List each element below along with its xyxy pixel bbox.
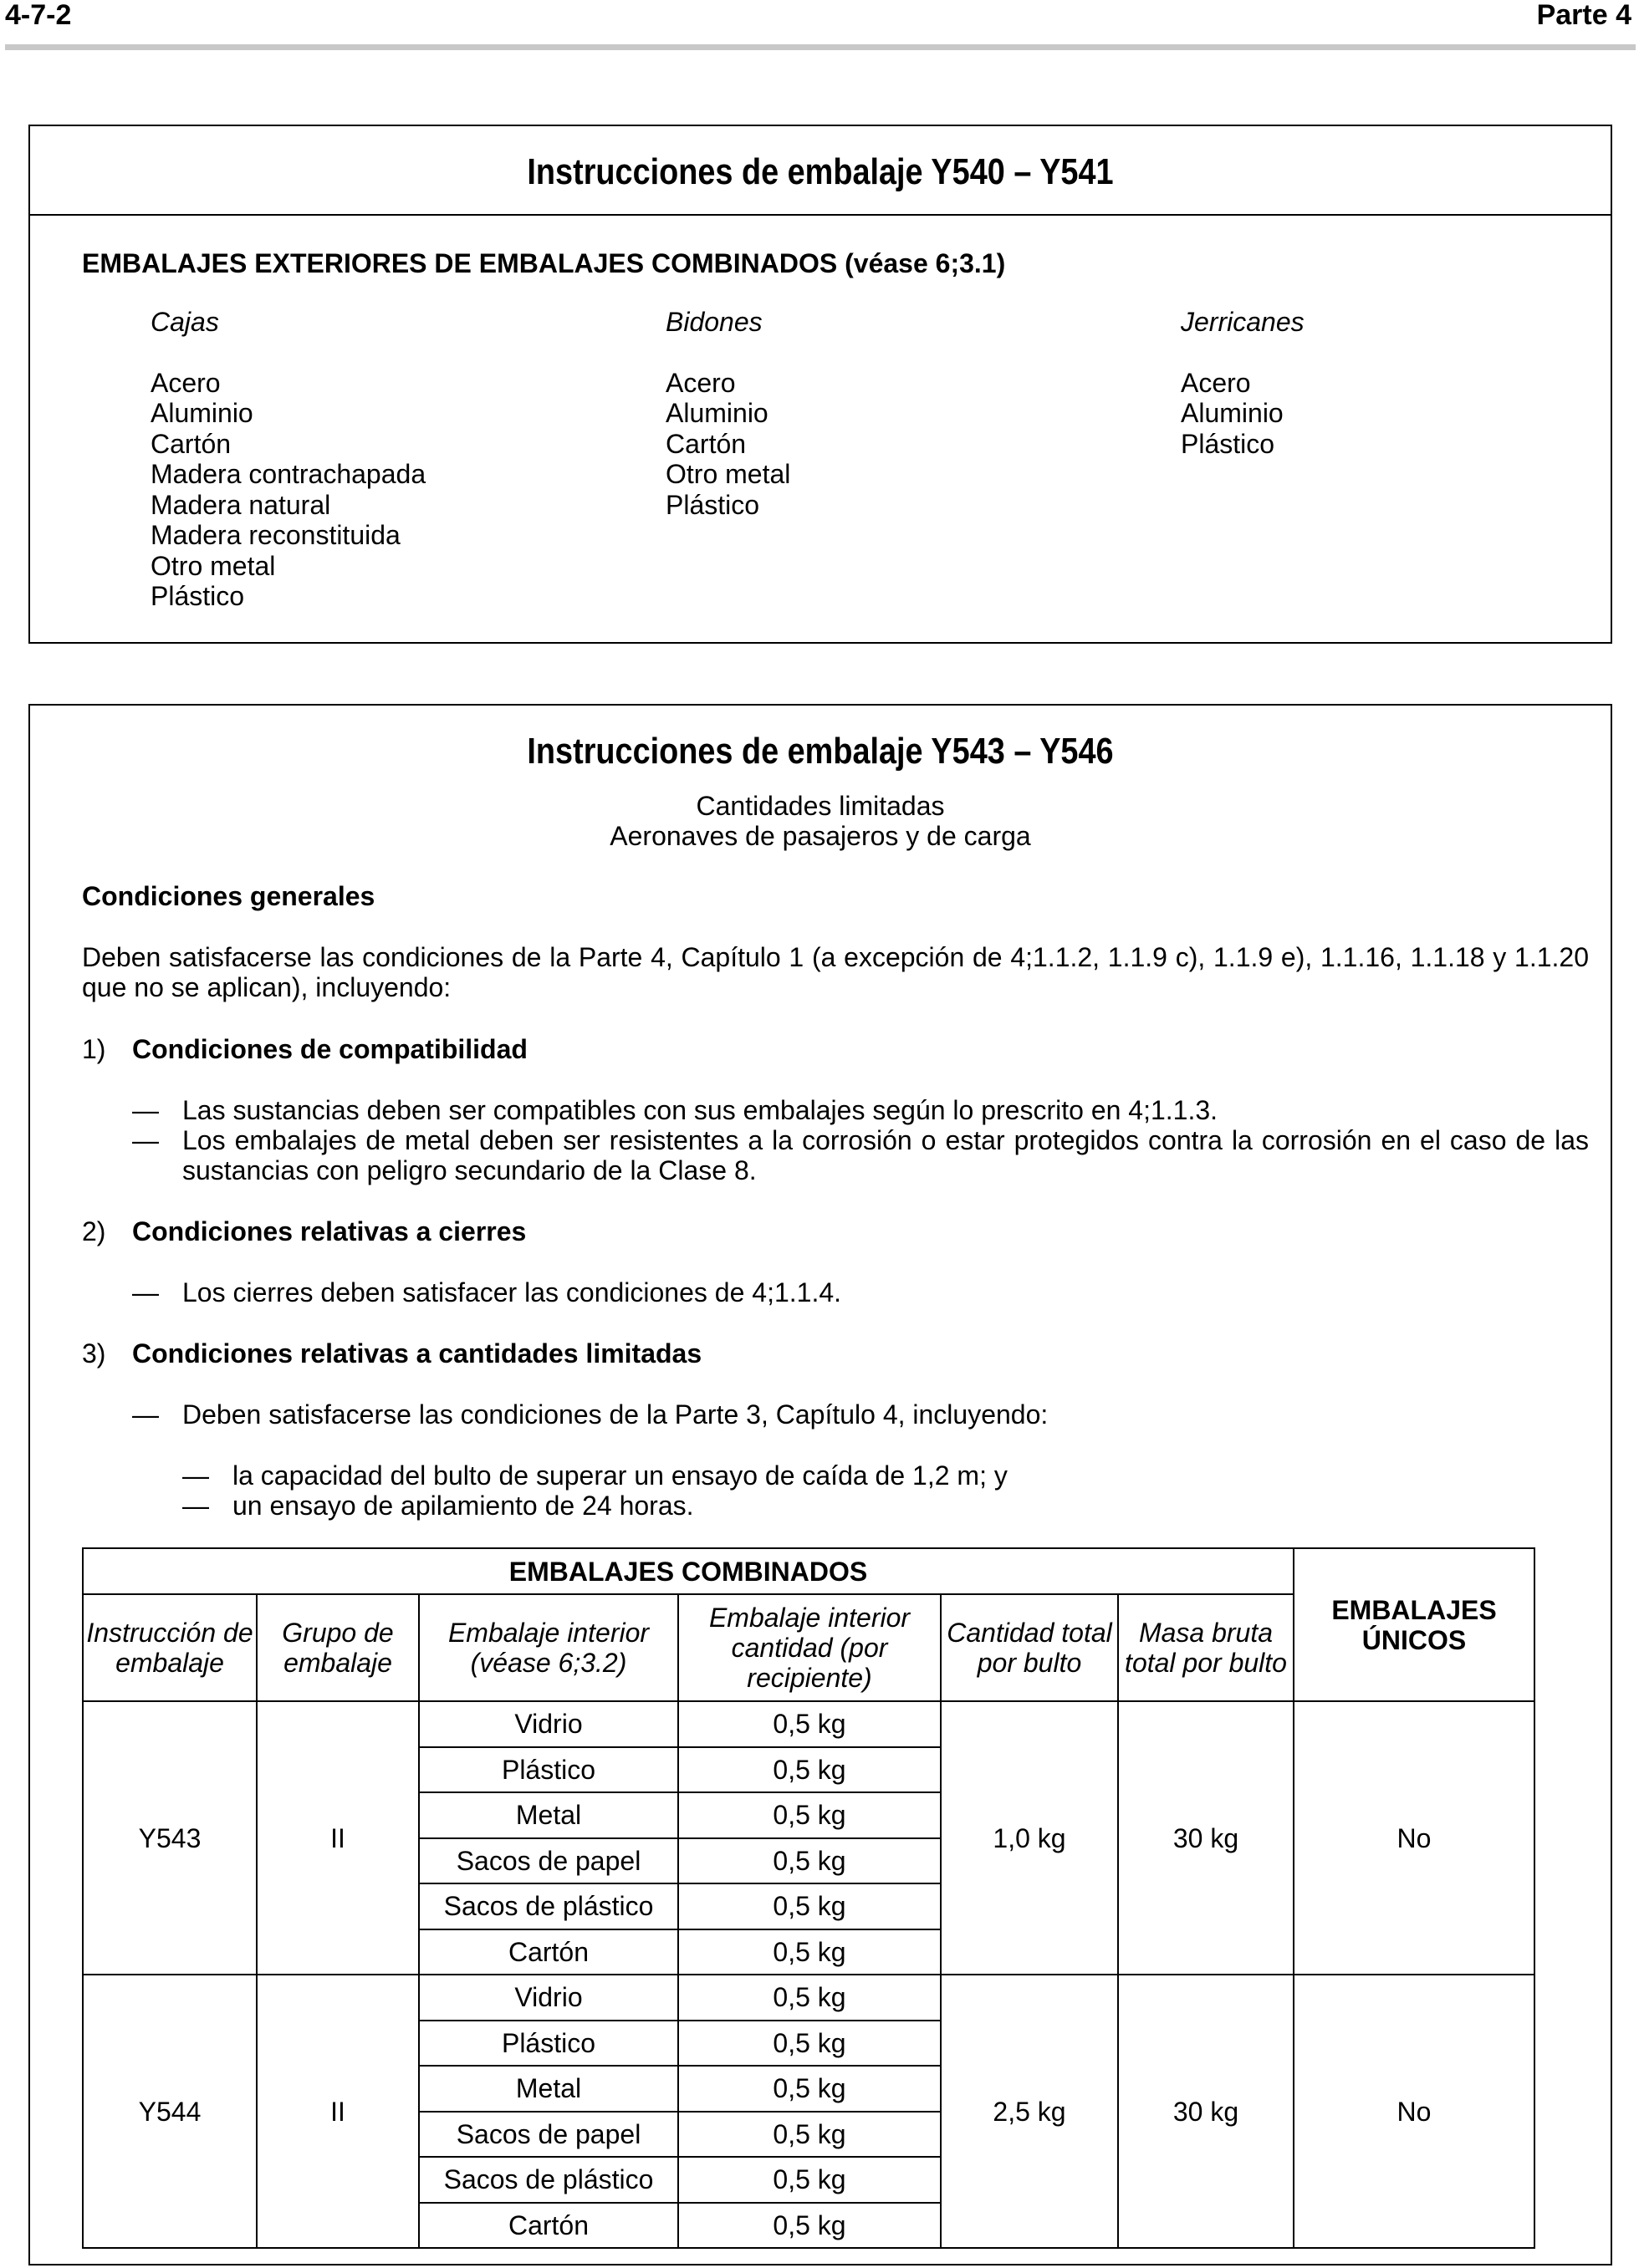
dash-bullet: — bbox=[132, 1277, 159, 1307]
packing-instruction-y543-y546: Instrucciones de embalaje Y543 – Y546 Cantidades limitadas Aeronaves de pasajeros y de carga Condiciones generales Deben satisfacerse las condiciones de la Parte 4, Capítulo 1 (a excepción de 4;1.1.2, 1.1.9 c), 1.1.9 e), 1.1.16, 1.1.18 y 1.1.20 que no se aplican), incluyendo: 1) Condiciones de compatibilidad — Las sustancias deben ser compatibles con sus embalajes según lo prescrito en 4;1.1.3. — Los embalajes de metal deben ser resistentes a la corrosión o estar protegidos contra la corrosión en el caso de las sustancias con peligro secundario de la Clase 8. 2) Condiciones relativas a cierres — Los cierres deben satisfacer las condiciones de 4;1.1.4. 3) Condiciones relativas a cantidades limitadas — Deben satisfacerse las condiciones de la Parte 3, Capítulo 4, incluyendo: — la capacidad del bulto de superar un ensayo de caída de 1,2 m; y — un ensayo de apilamiento de 24 horas. EMBALAJES COMBINADOS EMBALAJES ÚNICOS Instrucción de embalaje Grupo de embalaje Embalaje interior (véase 6;3.2) Embalaje interior cantidad (por recipiente) Cantidad total por bulto Masa bruta total por bulto Y543 II Vidrio 0,5 kg 1,0 kg 30 kg No Plástico 0,5 kg Metal 0,5 kg Sacos de papel 0,5 kg Sacos de plástico 0,5 kg Cartón 0,5 kg Y544 II Vidrio 0,5 kg 2,5 kg 30 kg No Plástico 0,5 kg Metal 0,5 kg Sacos de papel 0,5 kg Sacos de plástico 0,5 kg Cartón 0,5 kg bbox=[28, 704, 1612, 2265]
inner-qty-cell: 0,5 kg bbox=[678, 1747, 941, 1793]
column-label: Cajas bbox=[151, 307, 219, 337]
list-item: Aluminio bbox=[1181, 398, 1284, 428]
dash-bullet: — bbox=[132, 1125, 159, 1155]
list-item: Otro metal bbox=[666, 459, 791, 489]
gross-mass-cell: 30 kg bbox=[1118, 1975, 1294, 2248]
inner-qty-cell: 0,5 kg bbox=[678, 1701, 941, 1747]
instruction-cell: Y543 bbox=[83, 1701, 257, 1975]
column-label: Jerricanes bbox=[1181, 307, 1305, 337]
inner-qty-cell: 0,5 kg bbox=[678, 1838, 941, 1884]
header-inner-quantity: Embalaje interior cantidad (por recipiente) bbox=[678, 1594, 941, 1701]
list-item: Cartón bbox=[666, 428, 747, 459]
list-item: Aluminio bbox=[151, 398, 253, 428]
packing-table bbox=[82, 1547, 1535, 2249]
total-qty-cell: 1,0 kg bbox=[941, 1701, 1118, 1975]
list-item: Cartón bbox=[151, 428, 232, 459]
section-2-title: Condiciones relativas a cierres bbox=[132, 1216, 527, 1246]
list-item: Plástico bbox=[151, 581, 245, 611]
inner-qty-cell: 0,5 kg bbox=[678, 2157, 941, 2203]
section-3-number: 3) bbox=[82, 1338, 106, 1368]
section-1-title: Condiciones de compatibilidad bbox=[132, 1034, 528, 1064]
header-single-packagings: EMBALAJES ÚNICOS bbox=[1294, 1548, 1534, 1701]
inner-qty-cell: 0,5 kg bbox=[678, 1929, 941, 1975]
list-item: Plástico bbox=[1181, 428, 1275, 459]
dash-bullet: — bbox=[182, 1491, 209, 1521]
section-3-title: Condiciones relativas a cantidades limitadas bbox=[132, 1338, 702, 1368]
list-item: Madera contrachapada bbox=[151, 459, 426, 489]
list-item: Acero bbox=[151, 367, 221, 398]
inner-material-cell: Cartón bbox=[419, 2203, 678, 2249]
header-group: Grupo de embalaje bbox=[257, 1594, 419, 1701]
instruction-cell: Y544 bbox=[83, 1975, 257, 2248]
box2-title: Instrucciones de embalaje Y543 – Y546 bbox=[527, 731, 1114, 772]
inner-material-cell: Vidrio bbox=[419, 1975, 678, 2021]
inner-material-cell: Metal bbox=[419, 1792, 678, 1838]
inner-qty-cell: 0,5 kg bbox=[678, 2066, 941, 2112]
inner-qty-cell: 0,5 kg bbox=[678, 2203, 941, 2249]
inner-qty-cell: 0,5 kg bbox=[678, 2112, 941, 2158]
intro-paragraph: Deben satisfacerse las condiciones de la Parte 4, Capítulo 1 (a excepción de 4;1.1.2, 1.1.9 c), 1.1.9 e), 1.1.16, 1.1.18 y 1.1.20 que no se aplican), incluyendo: bbox=[82, 942, 1589, 1002]
box1-title-rule bbox=[30, 214, 1611, 216]
list-item: Aluminio bbox=[666, 398, 768, 428]
box1-title: Instrucciones de embalaje Y540 – Y541 bbox=[527, 151, 1114, 192]
section-1-number: 1) bbox=[82, 1034, 106, 1064]
inner-material-cell: Sacos de plástico bbox=[419, 2157, 678, 2203]
group-cell: II bbox=[257, 1701, 419, 1975]
inner-material-cell: Sacos de plástico bbox=[419, 1883, 678, 1929]
dash-bullet: — bbox=[132, 1095, 159, 1125]
single-packaging-cell: No bbox=[1294, 1975, 1534, 2248]
inner-material-cell: Sacos de papel bbox=[419, 1838, 678, 1884]
packing-instruction-y540-y541 bbox=[28, 125, 1612, 644]
part-label: Parte 4 bbox=[1536, 0, 1631, 31]
gross-mass-cell: 30 kg bbox=[1118, 1701, 1294, 1975]
dash-bullet: — bbox=[132, 1399, 159, 1430]
header-rule bbox=[5, 44, 1636, 50]
inner-material-cell: Sacos de papel bbox=[419, 2112, 678, 2158]
inner-material-cell: Metal bbox=[419, 2066, 678, 2112]
inner-qty-cell: 0,5 kg bbox=[678, 2021, 941, 2067]
list-item: Acero bbox=[1181, 367, 1251, 398]
dash-bullet: — bbox=[182, 1460, 209, 1491]
header-inner-packaging: Embalaje interior (véase 6;3.2) bbox=[419, 1594, 678, 1701]
inner-material-cell: Vidrio bbox=[419, 1701, 678, 1747]
column-label: Bidones bbox=[666, 307, 763, 337]
page-number: 4-7-2 bbox=[5, 0, 72, 31]
inner-qty-cell: 0,5 kg bbox=[678, 1975, 941, 2021]
inner-material-cell: Cartón bbox=[419, 1929, 678, 1975]
table-row bbox=[83, 1975, 1534, 2021]
inner-material-cell: Plástico bbox=[419, 1747, 678, 1793]
list-item: Plástico bbox=[666, 489, 760, 520]
list-item: Acero bbox=[666, 367, 736, 398]
inner-qty-cell: 0,5 kg bbox=[678, 1883, 941, 1929]
group-cell: II bbox=[257, 1975, 419, 2248]
list-item: Madera natural bbox=[151, 489, 331, 520]
general-conditions-heading: Condiciones generales bbox=[82, 881, 375, 911]
single-packaging-cell: No bbox=[1294, 1701, 1534, 1975]
header-gross-mass: Masa bruta total por bulto bbox=[1118, 1594, 1294, 1701]
column-bidones bbox=[666, 307, 790, 520]
inner-material-cell: Plástico bbox=[419, 2021, 678, 2067]
list-item: Otro metal bbox=[151, 550, 276, 581]
column-cajas bbox=[151, 307, 426, 612]
combined-packaging-header: EMBALAJES COMBINADOS bbox=[83, 1548, 1294, 1594]
box1-heading: EMBALAJES EXTERIORES DE EMBALAJES COMBINADOS (véase 6;3.1) bbox=[82, 248, 1006, 278]
header-total-quantity: Cantidad total por bulto bbox=[941, 1594, 1118, 1701]
box2-subtitle-1: Cantidades limitadas bbox=[696, 791, 945, 821]
list-item: Madera reconstituida bbox=[151, 520, 401, 550]
total-qty-cell: 2,5 kg bbox=[941, 1975, 1118, 2248]
header-instruction: Instrucción de embalaje bbox=[83, 1594, 257, 1701]
section-2-number: 2) bbox=[82, 1216, 106, 1246]
table-row bbox=[83, 1701, 1534, 1747]
column-jerricanes bbox=[1181, 307, 1305, 459]
inner-qty-cell: 0,5 kg bbox=[678, 1792, 941, 1838]
box2-subtitle-2: Aeronaves de pasajeros y de carga bbox=[610, 821, 1031, 851]
